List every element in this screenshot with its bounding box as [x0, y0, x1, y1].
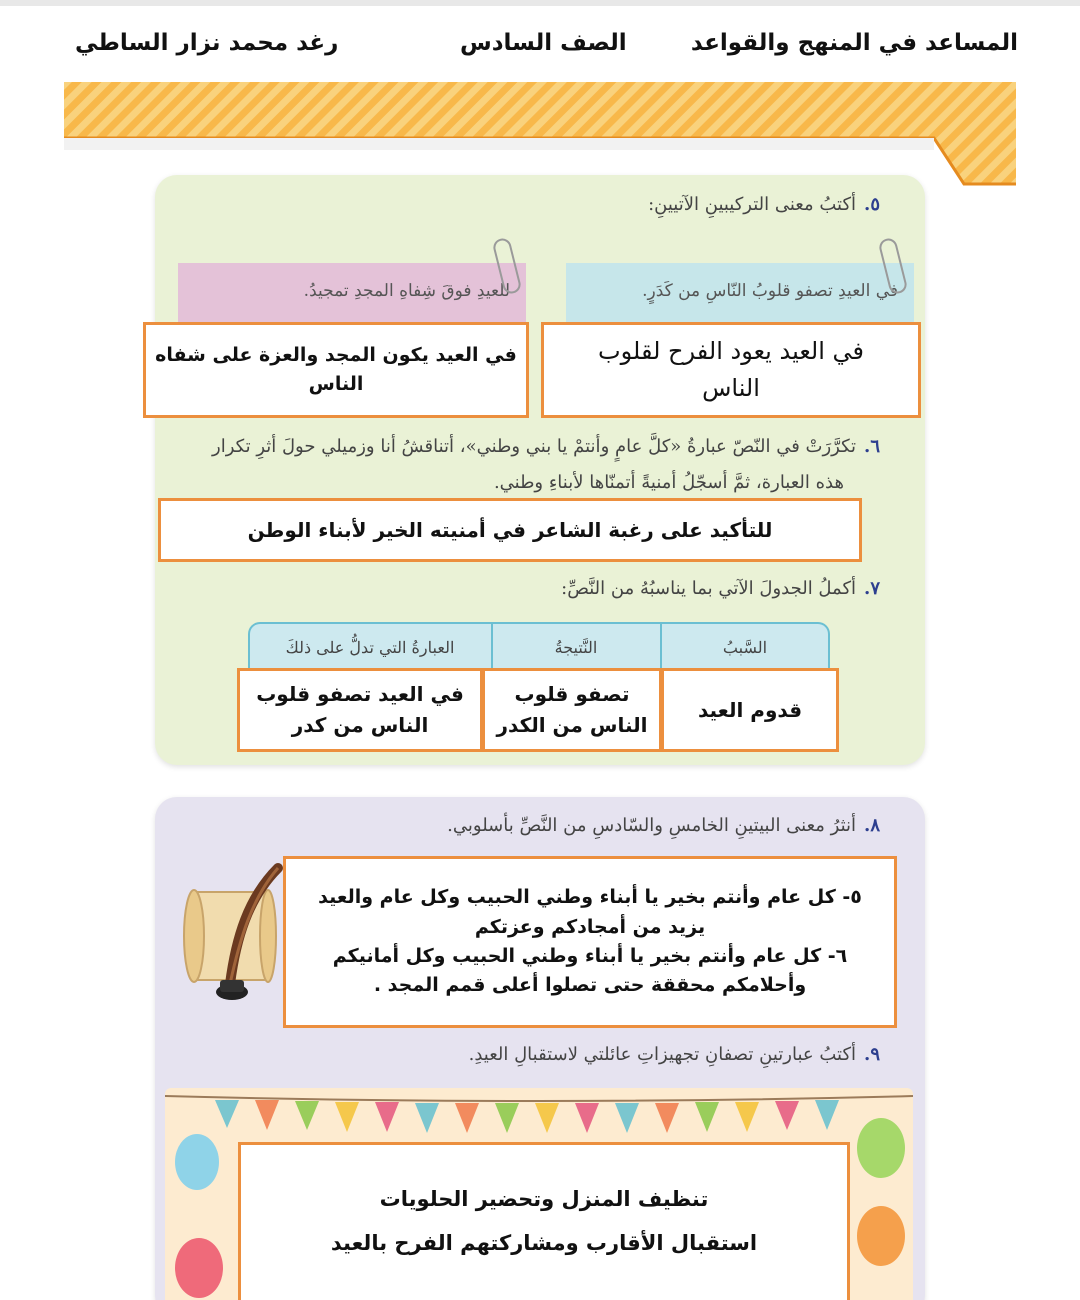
cell-text: قدوم العيد: [697, 697, 803, 722]
note-right-text: في العيدِ تصفو قلوبُ النّاسِ من كَدَرٍ.: [642, 281, 898, 301]
header-grade: الصف السادس: [460, 30, 627, 56]
bunting-icon: [165, 1088, 913, 1148]
answer-line: الناس: [702, 374, 760, 402]
answer-line: ٥- كل عام وأنتم بخير يا أبناء وطني الحبيب وكل عام والعيد: [318, 886, 862, 909]
question-6: [212, 436, 880, 457]
striped-banner: [64, 80, 1016, 190]
cell-text: الناس من كدر: [291, 713, 429, 737]
answer-line: وأحلامكم محققة حتى تصلوا أعلى قمم المجد .: [373, 974, 807, 997]
question-7-number: ٧.: [864, 578, 880, 599]
table-cell-cause[interactable]: [661, 668, 839, 752]
question-6-line2: هذه العبارة، ثمَّ أسجّلُ أمنيةً أتمنّاها لأبناءِ وطني.: [493, 472, 844, 493]
question-7-text: أكملُ الجدولَ الآتي بما يناسبُهُ من النَّصِّ:: [561, 578, 857, 599]
question-8: [447, 815, 880, 836]
answer-line: يزيد من أمجادكم وعزتكم: [474, 915, 706, 938]
header-right-title: المساعد في المنهج والقواعد: [690, 30, 1018, 56]
question-7: [561, 578, 880, 599]
scroll-quill-icon: [178, 858, 290, 1008]
answer-box-9[interactable]: [238, 1142, 850, 1300]
header-author: رغد محمد نزار الساطي: [75, 30, 339, 56]
note-card-right: [566, 263, 914, 325]
question-6-number: ٦.: [864, 436, 880, 457]
note-card-left: [178, 263, 526, 325]
question-9-number: ٩.: [864, 1044, 880, 1065]
answer-line: في العيد يكون المجد والعزة على شفاه: [155, 343, 517, 366]
question-5: [648, 194, 880, 215]
note-left-text: للعيدِ فوقَ شِفاهِ المجدِ تمجيدُ.: [303, 281, 510, 301]
table-cell-phrase[interactable]: [237, 668, 483, 752]
table-header-cause: السَّببُ: [722, 638, 768, 657]
question-5-text: أكتبُ معنى التركيبينِ الآتيينِ:: [648, 194, 857, 215]
balloons-left-icon: [167, 1128, 227, 1300]
answer-line: ٦- كل عام وأنتم بخير يا أبناء وطني الحبيب وكل أمانيكم: [332, 945, 848, 967]
answer-line: في العيد يعود الفرح لقلوب: [598, 336, 864, 365]
cell-text: في العيد تصفو قلوب: [256, 682, 464, 706]
answer-line: تنظيف المنزل وتحضير الحلويات: [379, 1187, 709, 1211]
question-6-line1: تكرَّرَتْ في النّصّ عبارةُ «كلَّ عامٍ وأنتمْ يا بني وطني»، أتناقشُ أنا وزميلي حولَ أثرِ تكرار: [212, 436, 857, 457]
answer-box-5-right[interactable]: [541, 322, 921, 418]
balloons-right-icon: [851, 1116, 911, 1300]
answer-line: الناس: [308, 373, 364, 395]
cell-text: الناس من الكدر: [496, 713, 648, 737]
answer-box-8[interactable]: [283, 856, 897, 1028]
question-5-number: ٥.: [864, 194, 880, 215]
question-6-continued: [494, 472, 844, 493]
question-8-text: أنثرُ معنى البيتينِ الخامسِ والسّادسِ من النَّصِّ بأسلوبي.: [447, 815, 857, 836]
answer-box-6[interactable]: [158, 498, 862, 562]
question-9-text: أكتبُ عبارتينِ تصفانِ تجهيزاتِ عائلتي لاستقبالِ العيدِ.: [468, 1044, 857, 1065]
table-header-result: النَّتيجةُ: [554, 638, 598, 657]
answer-box-5-left[interactable]: [143, 322, 529, 418]
table-header: [248, 622, 830, 668]
answer-6-text: للتأكيد على رغبة الشاعر في أمنيته الخير لأبناء الوطن: [247, 517, 773, 542]
question-9: [469, 1044, 880, 1065]
table-cell-result[interactable]: [482, 668, 662, 752]
top-strip: [0, 0, 1080, 6]
answer-line: استقبال الأقارب ومشاركتهم الفرح بالعيد: [330, 1231, 758, 1256]
cell-text: تصفو قلوب: [514, 682, 630, 706]
question-8-number: ٨.: [864, 815, 880, 836]
table-header-phrase: العبارةُ التي تدلُّ على ذلكَ: [285, 638, 455, 657]
